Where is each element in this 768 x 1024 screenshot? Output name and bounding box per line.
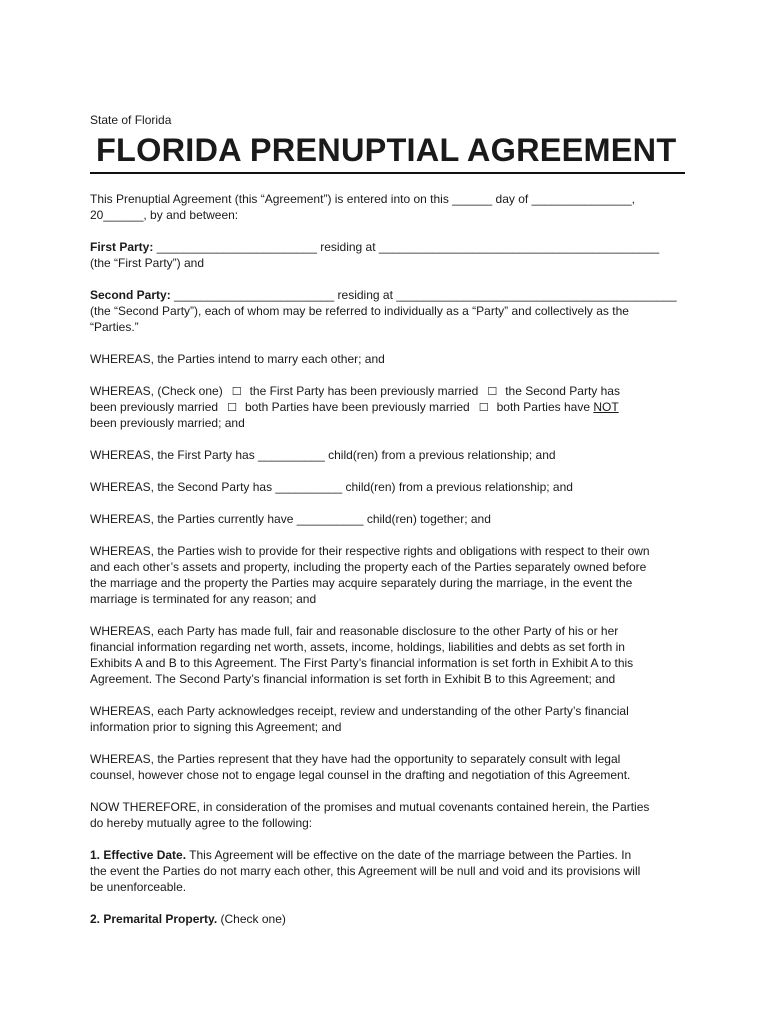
checkbox-second-party-married[interactable]: ☐ — [487, 385, 498, 398]
first-party-paragraph — [90, 239, 685, 271]
whereas-legal-counsel — [90, 751, 685, 783]
option-both-not-married-end: been previously married; and — [90, 416, 245, 430]
text-line: the event the Parties do not marry each other, this Agreement will be null and void and its provisions will — [90, 864, 641, 878]
check-one-note: (Check one) — [217, 912, 286, 926]
text-line: be unenforceable. — [90, 880, 187, 894]
section-2-heading: 2. Premarital Property. — [90, 912, 218, 926]
first-party-blanks: ________________________ residing at __________________________________________ — [153, 240, 660, 254]
option-second-party-married-a: the Second Party has — [505, 384, 620, 398]
second-party-label: Second Party: — [90, 288, 171, 302]
checkbox-first-party-married[interactable]: ☐ — [231, 385, 242, 398]
option-both-not-married: both Parties have — [496, 400, 594, 414]
document-page — [90, 112, 685, 943]
text-line: Exhibits A and B to this Agreement. The First Party’s financial information is set forth in Exhibit A to this — [90, 656, 634, 670]
intro-line-2: 20______, by and between: — [90, 208, 239, 222]
second-party-definition: (the “Second Party”), each of whom may be referred to individually as a “Party” and collectively as the — [90, 304, 629, 318]
intro-line-1: This Prenuptial Agreement (this “Agreement”) is entered into on this ______ day of _______________, — [90, 192, 636, 206]
text-line: the marriage and the property the Parties may acquire separately during the marriage, in the event the — [90, 576, 633, 590]
parties-definition: “Parties.” — [90, 320, 139, 334]
text-line: WHEREAS, each Party has made full, fair and reasonable disclosure to the other Party of his or her — [90, 624, 619, 638]
second-party-paragraph — [90, 287, 685, 335]
option-both-married: both Parties have been previously married — [244, 400, 470, 414]
whereas-rights-obligations — [90, 543, 685, 607]
text-line: information prior to signing this Agreement; and — [90, 720, 342, 734]
text-line: Agreement. The Second Party’s financial information is set forth in Exhibit B to this Agreement; and — [90, 672, 616, 686]
option-second-party-married-b: been previously married — [90, 400, 219, 414]
text-line: counsel, however chose not to engage legal counsel in the drafting and negotiation of this Agreement. — [90, 768, 631, 782]
intro-paragraph — [90, 191, 685, 223]
state-label: State of Florida — [90, 113, 172, 127]
option-first-party-married: the First Party has been previously married — [249, 384, 479, 398]
checkbox-both-not-married[interactable]: ☐ — [478, 401, 489, 414]
text-line: WHEREAS, each Party acknowledges receipt, review and understanding of the other Party’s financial — [90, 704, 629, 718]
whereas-check-prefix: WHEREAS, (Check one) — [90, 384, 223, 398]
text-line: This Agreement will be effective on the date of the marriage between the Parties. In — [186, 848, 632, 862]
text-line: do hereby mutually agree to the following: — [90, 816, 313, 830]
whereas-marry: WHEREAS, the Parties intend to marry each other; and — [90, 352, 385, 366]
text-line: WHEREAS, the Parties represent that they have had the opportunity to separately consult with legal — [90, 752, 621, 766]
first-party-label: First Party: — [90, 240, 154, 254]
text-line: NOW THEREFORE, in consideration of the promises and mutual covenants contained herein, the Parties — [90, 800, 650, 814]
whereas-previously-married — [90, 383, 685, 431]
section-1-heading: 1. Effective Date. — [90, 848, 187, 862]
now-therefore-clause — [90, 799, 685, 831]
whereas-children-together: WHEREAS, the Parties currently have __________ child(ren) together; and — [90, 512, 491, 526]
whereas-second-party-children: WHEREAS, the Second Party has __________ child(ren) from a previous relationship; and — [90, 480, 573, 494]
whereas-first-party-children: WHEREAS, the First Party has __________ child(ren) from a previous relationship; and — [90, 448, 556, 462]
whereas-financial-disclosure — [90, 623, 685, 687]
text-line: WHEREAS, the Parties wish to provide for their respective rights and obligations with respect to their own — [90, 544, 650, 558]
text-line: and each other’s assets and property, including the property each of the Parties separately owned before — [90, 560, 647, 574]
first-party-definition: (the “First Party”) and — [90, 256, 205, 270]
checkbox-both-married[interactable]: ☐ — [227, 401, 237, 414]
not-emphasis: NOT — [593, 400, 619, 414]
section-effective-date — [90, 847, 685, 895]
text-line: financial information regarding net worth, assets, income, holdings, liabilities and debts as set forth in — [90, 640, 625, 654]
second-party-blanks: ________________________ residing at __________________________________________ — [170, 288, 677, 302]
section-premarital-property — [90, 911, 685, 927]
text-line: marriage is terminated for any reason; and — [90, 592, 317, 606]
document-title: FLORIDA PRENUPTIAL AGREEMENT — [90, 130, 685, 174]
whereas-acknowledgement — [90, 703, 685, 735]
